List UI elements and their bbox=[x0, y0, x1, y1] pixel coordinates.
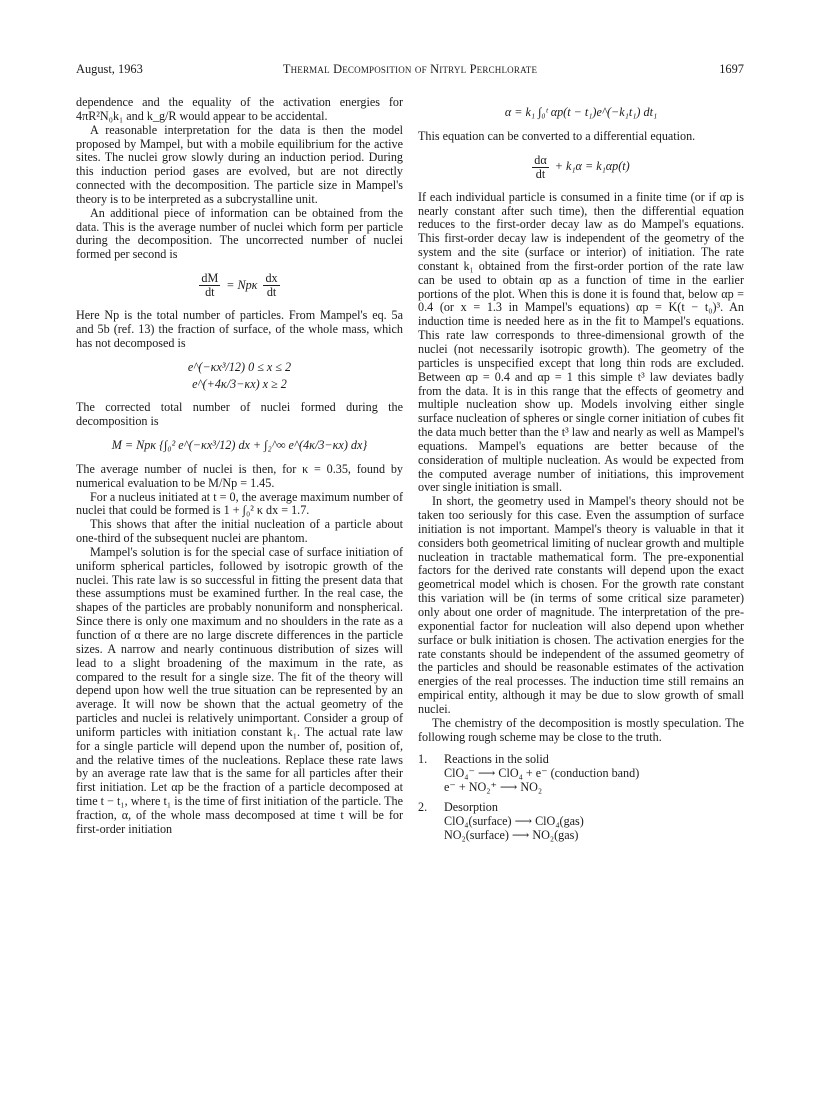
list-heading: Reactions in the solid bbox=[444, 752, 549, 767]
reaction-scheme-list bbox=[418, 753, 744, 842]
list-number: 2. bbox=[418, 799, 428, 814]
reaction-line: ClO₄⁻ ⟶ ClO₄ + e⁻ (conduction band) bbox=[444, 766, 640, 781]
paragraph: This equation can be converted to a differential equation. bbox=[418, 128, 696, 143]
running-header bbox=[76, 62, 744, 80]
paragraph: Mampel's solution is for the special case of surface initiation of uniform spherical particles, followed by isotropic growth of the nuclei. This rate law is so successful in fitting the present data that these assumptions must be examined further. In the real case, the shapes of the particles are probably nonuniform and nonspherical. Since there is only one maximum and no shoulders in the rate as a function of α there are no large discrete differences in the particle sizes. A narrow and nearly continuous distribution of sizes will lead to a slight broadening of the maximum in the rate, as compared to the result for a single size. The fit of the theory will depend upon how well the true situation can be represented by an average. It will now be shown that the actual geometry of the particles and nuclei is relatively unimportant. Consider a group of uniform particles with initiation constant k₁. The actual rate law for a single particle will depend upon the number of, position of, and the relative times of the nucleations. Replace these rate laws by an average rate law that is the same for all particles after their first initiation. Let αp be the fraction of a particle decomposed at time t − t₁, where t₁ is the time of first initiation of the particle. The fraction, α, of the whole mass decomposed at time t will be for first-order initiation bbox=[76, 544, 403, 836]
equation-dM-dt bbox=[76, 272, 403, 299]
paragraph: The chemistry of the decomposition is mostly speculation. The following rough scheme may be close to the truth. bbox=[418, 715, 744, 744]
paragraph: The average number of nuclei is then, for κ = 0.35, found by numerical evaluation to be M/Np = 1.45. bbox=[76, 461, 403, 490]
equation-rest: + k₁α = k₁αp(t) bbox=[554, 159, 630, 174]
equation-total-nuclei: M = Npκ {∫₀² e^(−κx³/12) dx + ∫₂^∞ e^(4κ/3−κx) dx} bbox=[111, 438, 368, 453]
fraction bbox=[532, 154, 548, 181]
fraction bbox=[199, 272, 220, 299]
equation-surface-fraction bbox=[76, 361, 403, 392]
header-title: Thermal Decomposition of Nitryl Perchlorate bbox=[282, 62, 538, 76]
right-column bbox=[418, 96, 744, 843]
equation-line: e^(−κx³/12) 0 ≤ x ≤ 2 bbox=[187, 359, 292, 374]
page-number: 1697 bbox=[719, 62, 744, 76]
paragraph: If each individual particle is consumed in a finite time (or if αp is nearly constant after such time), then the differential equation reduces to the first-order decay law as do Mampel's equations. This first-order decay law is independent of the geometry of the system and the site (surface or interior) of initiation. The rate constant k₁ obtained from the first-order portion of the rate law can be used to obtain αp as a function of time in the earlier portions of the plot. When this is done it is found that, below αp = 0.4 (or x = 1.3 in Mampel's equations) αp = K(t − t₀)³. An induction time is needed here as in the fit to Mampel's equations. This rate law corresponds to three-dimensional growth of the nuclei (not necessarily isotropic growth). The geometry of the particles is unspecified except that long thin rods are excluded. Between αp = 0.4 and αp = 1 this simple t³ law deviates badly from the data. It is in this range that the effects of geometry and multiple nucleation show up. Models involving either single surface nucleation of spheres or single corner initiation of cubes fit the data much better than the t³ law and nearly as well as Mampel's equations. Mampel's equations are better because of the consideration of multiple nucleation. As would be expected from the computed average number of initiations, this improvement over single initiation is small. bbox=[418, 189, 744, 495]
paragraph: An additional piece of information can be obtained from the data. This is the average number of nuclei which form per particle during the decomposition. The uncorrected number of nuclei formed per second is bbox=[76, 205, 403, 262]
paragraph: In short, the geometry used in Mampel's theory should not be taken too seriously for this case. Even the assumption of surface initiation is not important. Mampel's theory is valuable in that it considers both geometrical limiting of nuclear growth and multiple nucleation in tractable mathematical form. The pre-exponential factors for the derived rate constants will depend upon the exact geometrical model which is chosen. For the growth rate constant this variation will be (in terms of some critical size parameter) only about one order of magnitude. The interpretation of the pre-exponential factor for nucleation will also depend upon whether surface or bulk initiation is chosen. The activation energies for the rate constants should be independent of the assumed geometry of the particles and should be reasonable estimates of the activation energies of the real processes. The induction time still remains an empirical entity, although it may be due to slow growth of small nuclei. bbox=[418, 494, 744, 716]
left-column bbox=[76, 96, 403, 837]
numerator: dM bbox=[201, 271, 219, 286]
paragraph: For a nucleus initiated at t = 0, the average maximum number of nuclei that could be formed is 1 + ∫₀² κ dx = 1.7. bbox=[76, 489, 403, 518]
list-heading: Desorption bbox=[444, 799, 498, 814]
equation-differential bbox=[418, 154, 744, 181]
paragraph: A reasonable interpretation for the data is then the model proposed by Mampel, but with a mobile equilibrium for the active sites. The nuclei grow slowly during an induction period. During this induction period gases are evolved, but are not directly connected with the decomposition. The particle size in Mampel's theory is to be interpreted as a subcrystalline unit. bbox=[76, 122, 403, 206]
equation-alpha-integral: α = k₁ ∫₀ᵗ αp(t − t₁)e^(−k₁t₁) dt₁ bbox=[504, 105, 658, 119]
fraction bbox=[263, 272, 279, 299]
equation-middle: = Npκ bbox=[226, 277, 258, 292]
denominator: dt bbox=[535, 166, 546, 181]
paragraph: This shows that after the initial nucleation of a particle about one-third of the subsequent nuclei are phantom. bbox=[76, 517, 403, 546]
paragraph: Here Np is the total number of particles. From Mampel's eq. 5a and 5b (ref. 13) the fraction of surface, of the whole mass, which has not decomposed is bbox=[76, 308, 403, 350]
reaction-line: e⁻ + NO₂⁺ ⟶ NO₂ bbox=[444, 780, 543, 795]
denominator: dt bbox=[266, 285, 277, 300]
paragraph: dependence and the equality of the activation energies for 4πR²N₀k₁ and k_g/R would appear to be accidental. bbox=[76, 95, 403, 123]
numerator: dx bbox=[265, 271, 278, 286]
reaction-line: ClO₄(surface) ⟶ ClO₄(gas) bbox=[444, 813, 584, 828]
header-date: August, 1963 bbox=[76, 62, 143, 76]
list-number: 1. bbox=[418, 752, 428, 767]
equation-line: e^(+4κ/3−κx) x ≥ 2 bbox=[192, 376, 287, 391]
list-item bbox=[418, 753, 744, 795]
reaction-line: NO₂(surface) ⟶ NO₂(gas) bbox=[444, 827, 579, 842]
paragraph: The corrected total number of nuclei formed during the decomposition is bbox=[76, 400, 403, 429]
list-item bbox=[418, 801, 744, 843]
denominator: dt bbox=[205, 285, 215, 300]
numerator: dα bbox=[534, 152, 547, 167]
